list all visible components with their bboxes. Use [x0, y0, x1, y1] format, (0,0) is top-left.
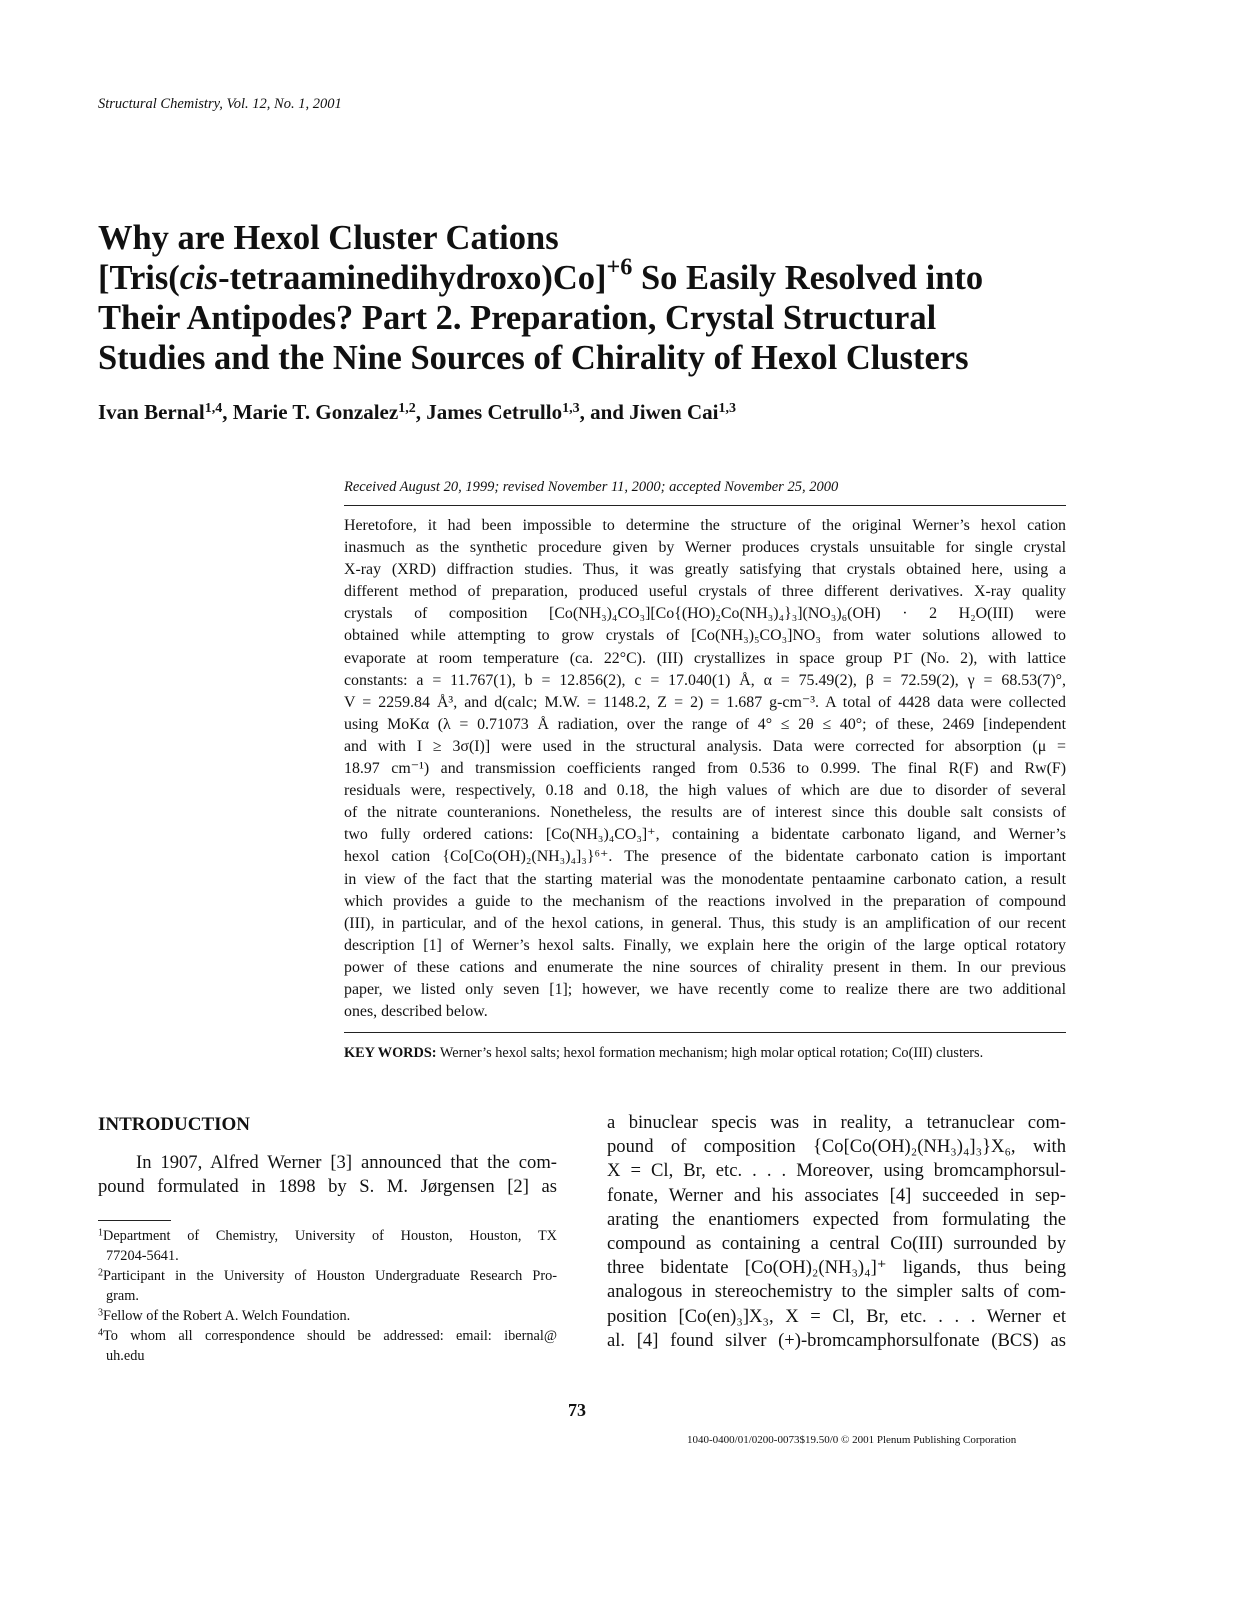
text-line: paper, we listed only seven [1]; however, we have recently come to realize there are two additional	[344, 980, 1066, 998]
text-line: power of these cations and enumerate the nine sources of chirality present in them. In our previous	[344, 958, 1066, 976]
footnote-line: gram.	[106, 1288, 139, 1304]
author-name: Marie T. Gonzalez	[232, 400, 399, 424]
author-affiliation: 1,2	[398, 400, 416, 416]
text-line: different method of preparation, produced useful crystals of three different derivatives. X-ray quality	[344, 583, 1066, 601]
text-line: position [Co(en)₃]X₃, X = Cl, Br, etc. . . . Werner et	[607, 1305, 1066, 1327]
author-name: Jiwen Cai	[629, 400, 719, 424]
text-line: three bidentate [Co(OH)₂(NH₃)₄]⁺ ligands, thus being	[607, 1257, 1066, 1279]
text-line: analogous in stereochemistry to the simpler salts of com-	[607, 1281, 1066, 1303]
author-affiliation: 1,3	[562, 400, 580, 416]
keywords-text: Werner’s hexol salts; hexol formation mechanism; high molar optical rotation; Co(III) clusters.	[439, 1045, 984, 1061]
title-line-4: Studies and the Nine Sources of Chirality of Hexol Clusters	[98, 339, 969, 377]
text-line: which provides a guide to the mechanism of the reactions involved in the preparation of compound	[344, 892, 1066, 910]
footnote-text: To whom all correspondence should be addressed: email: ibernal@	[103, 1328, 557, 1344]
title-line-1: Why are Hexol Cluster Cations	[98, 219, 559, 257]
author-affiliation: 1,4	[204, 400, 223, 416]
text-line: In 1907, Alfred Werner [3] announced that the com-	[136, 1152, 557, 1173]
abstract	[344, 515, 1066, 1023]
text-line: pound of composition {Co[Co(OH)₂(NH₃)₄]₃}X₆, with	[607, 1136, 1066, 1158]
intro-left-column	[98, 1151, 557, 1199]
article-title	[98, 218, 1098, 378]
copyright-line: 1040-0400/01/0200-0073$19.50/0 © 2001 Plenum Publishing Corporation	[687, 1434, 1017, 1446]
title-part-italic: cis	[179, 259, 219, 297]
footnote-2	[98, 1266, 557, 1306]
text-line: and with I ≥ 3σ(I)] were used in the structural analysis. Data were corrected for absorption (μ =	[344, 737, 1066, 755]
text-line: description [1] of Werner’s hexol salts. Finally, we explain here the origin of the large optical rotatory	[344, 936, 1066, 954]
author-separator: , and	[579, 400, 630, 424]
text-line: V = 2259.84 Å³, and d(calc; M.W. = 1148.2, Z = 2) = 1.687 g-cm⁻³. A total of 4428 data were collected	[344, 693, 1066, 711]
text-line: obtained while attempting to grow crystals of [Co(NH₃)₅CO₃]NO₃ from water solutions allowed to	[344, 627, 1066, 645]
keywords-label: KEY WORDS:	[344, 1045, 437, 1061]
footnote-text: Participant in the University of Houston Undergraduate Research Pro-	[103, 1268, 557, 1284]
text-line: X = Cl, Br, etc. . . . Moreover, using bromcamphorsul-	[607, 1160, 1066, 1182]
text-line: evaporate at room temperature (ca. 22°C). (III) crystallizes in space group P1̄ (No. 2), with lattice	[344, 649, 1066, 667]
author-affiliation: 1,3	[718, 400, 736, 416]
abstract-top-rule	[344, 505, 1066, 506]
text-line: arating the enantiomers expected from formulating the	[607, 1208, 1066, 1230]
page-number: 73	[568, 1400, 586, 1420]
footnote-1	[98, 1226, 557, 1266]
author-list	[98, 400, 736, 425]
text-line: (III), in particular, and of the hexol cations, in general. Thus, this study is an amplification of our recent	[344, 914, 1066, 932]
footnote-4	[98, 1326, 557, 1366]
text-line: al. [4] found silver (+)-bromcamphorsulfonate (BCS) as	[607, 1329, 1066, 1351]
title-line-2	[98, 253, 1098, 298]
footnote-marker: 1	[98, 1227, 103, 1239]
text-line: fonate, Werner and his associates [4] succeeded in sep-	[607, 1184, 1066, 1206]
title-part: [Tris(	[98, 259, 180, 297]
author-name: James Cetrullo	[426, 400, 563, 424]
intro-right-column	[607, 1111, 1066, 1353]
title-part: -tetraaminedihydroxo)Co]	[218, 259, 607, 297]
footnote-text: Department of Chemistry, University of Houston, Houston, TX	[103, 1228, 557, 1244]
text-line: using MoKα (λ = 0.71073 Å radiation, over the range of 4° ≤ 2θ ≤ 40°; of these, 2469 [independent	[344, 715, 1066, 733]
text-line: constants: a = 11.767(1), b = 12.856(2), c = 17.040(1) Å, α = 75.49(2), β = 72.59(2), γ = 68.53(7)°,	[344, 671, 1066, 689]
footnote-line	[98, 1266, 557, 1286]
text-line: Heretofore, it had been impossible to determine the structure of the original Werner’s hexol cation	[344, 517, 1066, 534]
text-line: in view of the fact that the starting material was the monodentate pentaamine carbonato cation, a result	[344, 870, 1066, 888]
footnote-rule	[98, 1220, 171, 1221]
received-dates: Received August 20, 1999; revised November 11, 2000; accepted November 25, 2000	[344, 479, 839, 495]
author-separator: ,	[222, 400, 233, 424]
text-line: X-ray (XRD) diffraction studies. Thus, it was greatly satisfying that crystals obtained here, using a	[344, 561, 1066, 579]
footnote-marker: 3	[98, 1307, 103, 1319]
text-line: a binuclear specis was in reality, a tetranuclear com-	[607, 1112, 1066, 1133]
keywords	[344, 1045, 1066, 1062]
footnote-line	[98, 1326, 557, 1346]
author-name: Ivan Bernal	[98, 400, 205, 424]
text-line: crystals of composition [Co(NH₃)₄CO₃][Co{(HO)₂Co(NH₃)₄}₃](NO₃)₆(OH) · 2 H₂O(III) were	[344, 605, 1066, 623]
footnote-marker: 4	[98, 1327, 103, 1339]
text-line: inasmuch as the synthetic procedure given by Werner produces crystals unsuitable for single crystal	[344, 539, 1066, 557]
footnote-line: 77204-5641.	[106, 1248, 179, 1264]
footnote-line	[98, 1226, 557, 1246]
text-line: 18.97 cm⁻¹) and transmission coefficients ranged from 0.536 to 0.999. The final R(F) and Rw(F)	[344, 760, 1066, 778]
author-separator: ,	[415, 400, 427, 424]
text-line: ones, described below.	[344, 1003, 488, 1021]
title-line-3: Their Antipodes? Part 2. Preparation, Crystal Structural	[98, 299, 937, 337]
text-line: two fully ordered cations: [Co(NH₃)₄CO₃]⁺, containing a bidentate carbonato ligand, and Werner’s	[344, 826, 1066, 844]
title-part: So Easily Resolved into	[632, 259, 984, 297]
footnote-line: uh.edu	[106, 1348, 145, 1364]
abstract-bottom-rule	[344, 1032, 1066, 1033]
section-heading-introduction: INTRODUCTION	[98, 1114, 251, 1135]
footnote-marker: 2	[98, 1267, 103, 1279]
text-line: of the nitrate counteranions. Nonetheless, the results are of interest since this double salt consists of	[344, 804, 1066, 822]
text-line: residuals were, respectively, 0.18 and 0.18, the high values of which are due to disorder of several	[344, 782, 1066, 800]
footnote-text: Fellow of the Robert A. Welch Foundation.	[103, 1308, 351, 1324]
text-line: compound as containing a central Co(III) surrounded by	[607, 1232, 1066, 1254]
footnote-line	[98, 1306, 557, 1326]
title-charge: +6	[606, 253, 633, 281]
journal-citation: Structural Chemistry, Vol. 12, No. 1, 2001	[98, 96, 342, 112]
footnotes	[98, 1226, 557, 1366]
text-line: pound formulated in 1898 by S. M. Jørgensen [2] as	[98, 1176, 557, 1198]
text-line: hexol cation {Co[Co(OH)₂(NH₃)₄]₃}⁶⁺. The presence of the bidentate carbonato cation is important	[344, 848, 1066, 866]
footnote-3	[98, 1306, 557, 1326]
